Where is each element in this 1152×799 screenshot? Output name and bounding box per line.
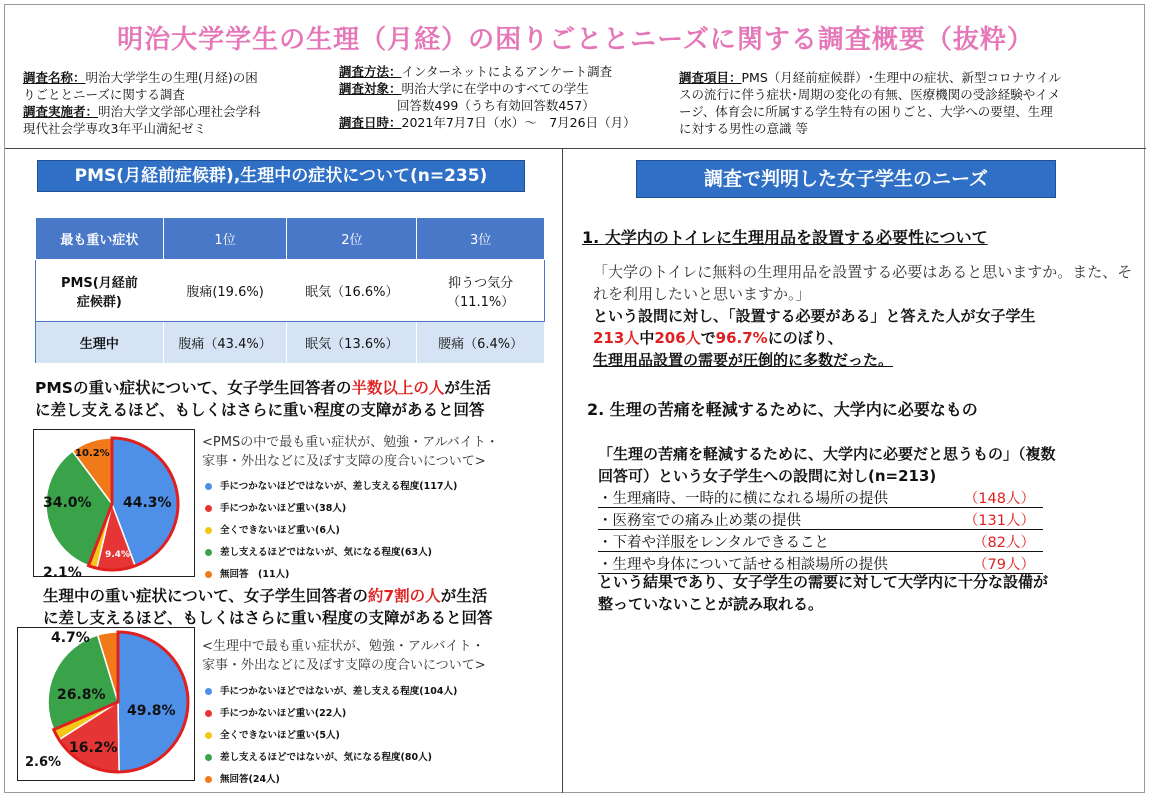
pie2-label-severe: 16.2% <box>69 740 118 756</box>
section1-heading: 1. 大学内のトイレに生理用品を設置する必要性について <box>582 228 988 247</box>
page-title: 明治大学学生の生理（月経）の困りごととニーズに関する調査概要（抜粋） <box>117 25 1034 55</box>
table-header-cell: 最も重い症状 <box>36 218 164 260</box>
section1-question: 「大学のトイレに無料の生理用品を設置する必要はあると思いますか。また、それを利用したいと思いますか。」 <box>593 263 1133 303</box>
items-label: 調査項目： <box>679 70 742 85</box>
legend-item: 手につかないほど重い(22人) <box>205 702 457 724</box>
pie2-label-mild: 26.8% <box>57 687 106 703</box>
survey-name-label: 調査名称： <box>23 70 86 85</box>
survey-name-value2: りごととニーズに関する調査 <box>23 87 185 102</box>
pie2-legend <box>205 680 457 790</box>
survey-org-value2: 現代社会学専攻3年平山満紀ゼミ <box>23 121 206 136</box>
items-value2: スの流行に伴う症状･周期の変化の有無、医療機関の受診経験やイメ <box>679 87 1061 102</box>
table-cell: 抑うつ気分 （11.1%） <box>417 260 545 322</box>
header-survey-info <box>23 69 333 137</box>
date-label: 調査日時： <box>339 115 402 130</box>
legend-item: 全くできないほど重い(5人) <box>205 724 457 746</box>
pie2-label-moderate: 49.8% <box>127 703 176 719</box>
pie2-label-noanswer: 4.7% <box>51 630 90 646</box>
pms-lead-text: PMSの重い症状について、女子学生回答者の半数以上の人が生活 に差し支えるほど、もしくはさらに重い程度の支障があると回答 <box>35 379 491 419</box>
legend-item: 全くできないほど重い(6人) <box>205 519 457 541</box>
method-label: 調査方法： <box>339 64 402 79</box>
legend-item: 無回答(24人) <box>205 768 457 790</box>
legend-item: 手につかないほどではないが、差し支える程度(117人) <box>205 475 457 497</box>
date-value: 2021年7月7日（水）～ 7月26日（月） <box>401 115 636 130</box>
needs-item: ・下着や洋服をレンタルできること （82人） <box>598 531 1043 552</box>
pie1-title: <PMSの中で最も重い症状が、勉強・アルバイト・ 家事・外出などに及ぼす支障の度合いについて> <box>202 435 499 469</box>
pie1-label-severe: 9.4% <box>105 550 130 560</box>
symptom-table <box>35 217 545 364</box>
pie1-label-moderate: 44.3% <box>123 495 172 511</box>
table-header-cell: 1位 <box>163 218 287 260</box>
section1-answer: という設問に対し、「設置する必要がある」と答えた人が女子学生 213人中206人で96.7%にのぼり、 生理用品設置の需要が圧倒的に多数だった。 <box>593 307 1036 369</box>
survey-org-value: 明治大学文学部心理社会学科 <box>98 104 261 119</box>
survey-name-value: 明治大学学生の生理(月経)の困 <box>85 70 258 85</box>
pie2-title: <生理中で最も重い症状が、勉強・アルバイト・ 家事・外出などに及ぼす支障の度合いについて> <box>202 639 486 673</box>
needs-item: ・生理や身体について話せる相談場所の提供 （79人） <box>598 553 1043 574</box>
table-row-label: 生理中 <box>36 322 164 364</box>
legend-item: 無回答 (11人) <box>205 563 457 585</box>
pie1-legend <box>205 475 457 585</box>
header-survey-method <box>339 63 679 131</box>
pie1-label-mild: 34.0% <box>43 495 92 511</box>
needs-item: ・医務室での痛み止め薬の提供 （131人） <box>598 509 1043 530</box>
pie2-label-unable: 2.6% <box>25 755 62 770</box>
legend-item: 差し支えるほどではないが、気になる程度(63人) <box>205 541 457 563</box>
table-cell: 腹痛（43.4%） <box>163 322 287 364</box>
section2-heading: 2. 生理の苦痛を軽減するために、大学内に必要なもの <box>587 400 978 419</box>
legend-item: 手につかないほど重い(38人) <box>205 497 457 519</box>
header-divider <box>5 148 1146 149</box>
legend-item: 手につかないほどではないが、差し支える程度(104人) <box>205 680 457 702</box>
column-divider <box>562 148 563 793</box>
conclusion-text: という結果であり、女子学生の需要に対して大学内に十分な設備が 整っていないことが読み取れる。 <box>598 573 1049 613</box>
header-survey-items <box>679 69 1139 137</box>
items-value3: ージ、体育会に所属する学生特有の困りごと、大学への要望、生理 <box>679 104 1053 119</box>
table-cell: 腹痛(19.6%) <box>163 260 287 322</box>
legend-item: 差し支えるほどではないが、気になる程度(80人) <box>205 746 457 768</box>
items-value: PMS（月経前症候群）･生理中の症状、新型コロナウイル <box>741 70 1062 85</box>
right-banner: 調査で判明した女子学生のニーズ <box>636 160 1056 198</box>
table-cell: 眠気（16.6%） <box>287 260 417 322</box>
section2-question: 「生理の苦痛を軽減するために、大学内に必要だと思うもの」（複数 回答可）という女子学生への設問に対し(n=213) <box>598 445 1056 485</box>
left-banner: PMS(月経前症候群),生理中の症状について(n=235) <box>37 160 525 192</box>
table-row-label: PMS(月経前 症候群) <box>36 260 164 322</box>
table-cell: 眠気（13.6%） <box>287 322 417 364</box>
period-lead-text: 生理中の重い症状について、女子学生回答者の約7割の人が生活 に差し支えるほど、もしくはさらに重い程度の支障があると回答 <box>43 587 493 627</box>
survey-org-label: 調査実施者： <box>23 104 99 119</box>
table-header-cell: 2位 <box>287 218 417 260</box>
pie-slice <box>118 632 188 772</box>
target-label: 調査対象： <box>339 81 402 96</box>
table-cell: 腰痛（6.4%） <box>417 322 545 364</box>
needs-item: ・生理痛時、一時的に横になれる場所の提供 （148人） <box>598 487 1043 508</box>
page-frame <box>4 4 1145 793</box>
target-value2: 回答数499（うち有効回答数457） <box>397 98 595 113</box>
table-header-cell: 3位 <box>417 218 545 260</box>
target-value: 明治大学に在学中のすべての学生 <box>401 81 589 96</box>
items-value4: に対する男性の意識 等 <box>679 121 808 136</box>
pie1-label-noanswer: 10.2% <box>75 448 110 459</box>
pie1-label-unable: 2.1% <box>43 565 82 581</box>
method-value: インターネットによるアンケート調査 <box>401 64 613 79</box>
